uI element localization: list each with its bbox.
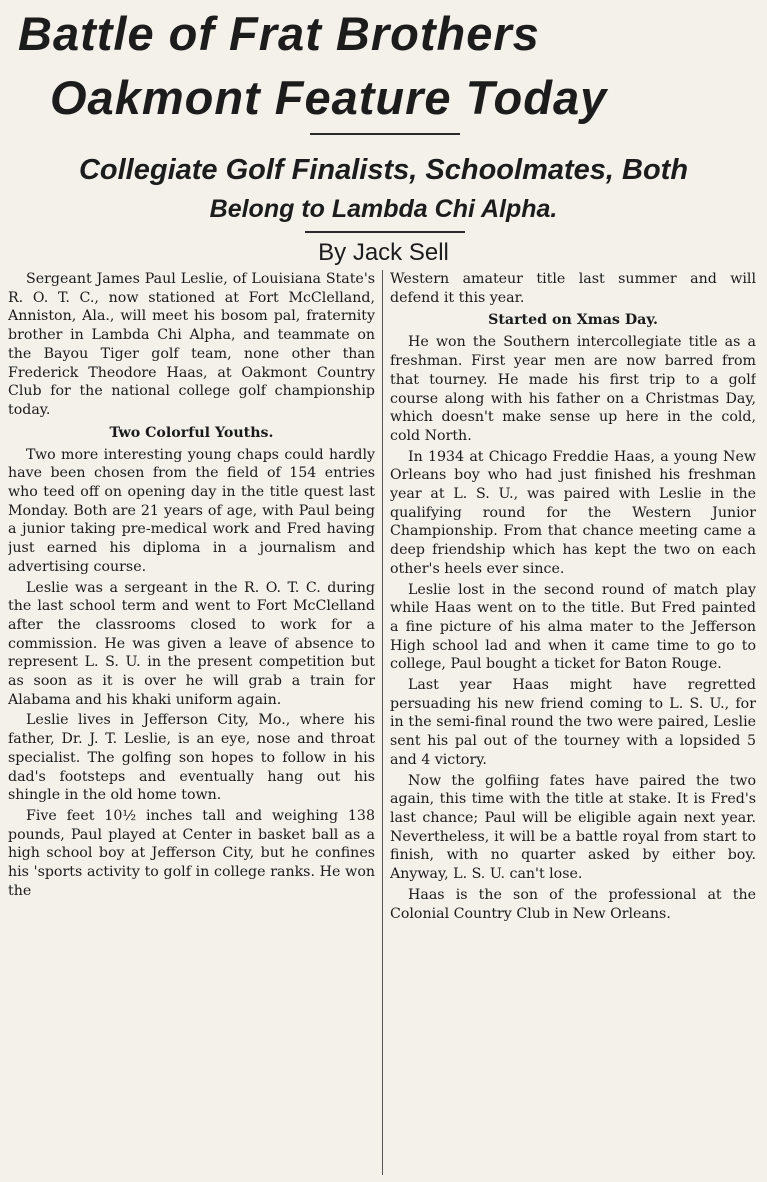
headline-line-2: Oakmont Feature Today (50, 71, 608, 124)
article-column-left (8, 270, 375, 1175)
paragraph: Last year Haas might have regretted persuading his new friend coming to L. S. U., for in the semi-final round the two were paired, Leslie sent his pal out of the tourney with a lopsided 5 and 4 victory. (390, 677, 756, 768)
paragraph: Now the golfiing fates have paired the two again, this time with the title at stake. It is Fred's last chance; Paul will be eligible again next year. Nevertheless, it will be a battle royal from start to finish, with no quarter asked by either boy. Anyway, L. S. U. can't lose. (390, 772, 756, 883)
paragraph: Leslie was a sergeant in the R. O. T. C. during the last school term and went to Fort McClelland after the classrooms closed to work for a commission. He was given a leave of absence to represent L. S. U. in the present competition but as soon as it is over he will grab a train for Alabama and his khaki uniform again. (8, 579, 375, 708)
byline: By Jack Sell (318, 239, 449, 266)
paragraph: He won the Southern intercollegiate title as a freshman. First year men are now barred from that tourney. He made his first trip to a golf course along with his father on a Christmas Day, which doesn't make sense up here in the cold, cold North. (390, 334, 756, 444)
headline-rule (310, 133, 460, 135)
deck-line-2: Belong to Lambda Chi Alpha. (209, 195, 558, 223)
paragraph: Leslie lost in the second round of match play while Haas went on to the title. But Fred painted a fine picture of his alma mater to the Jefferson High school lad and when it came time to go to college, Paul bought a ticket for Baton Rouge. (390, 581, 756, 673)
deck-line-1: Collegiate Golf Finalists, Schoolmates, Both (78, 154, 689, 186)
deck-rule (305, 231, 465, 233)
headline-line-1: Battle of Frat Brothers (18, 7, 540, 60)
subhead: Two Colorful Youths. (109, 424, 274, 441)
paragraph: Haas is the son of the professional at the Colonial Country Club in New Orleans. (390, 886, 756, 922)
paragraph: Leslie lives in Jefferson City, Mo., where his father, Dr. J. T. Leslie, is an eye, nose and throat specialist. The golfing son hopes to follow in his dad's footsteps and eventually hang out his shingle in the old home town. (8, 712, 375, 804)
paragraph: Two more interesting young chaps could hardly have been chosen from the field of 154 entries who teed off on opening day in the title quest last Monday. Both are 21 years of age, with Paul being a junior taking pre-medical work and Fred having just earned his diploma in a journalism and advertising course. (8, 446, 375, 575)
subhead: Started on Xmas Day. (488, 312, 658, 329)
article-column-right (390, 270, 756, 1175)
column-divider (382, 270, 383, 1175)
paragraph-continued: Western amateur title last summer and will defend it this year. (390, 271, 756, 306)
paragraph: Sergeant James Paul Leslie, of Louisiana State's R. O. T. C., now stationed at Fort McClelland, Anniston, Ala., will meet his bosom pal, fraternity brother in Lambda Chi Alpha, and teammate on the Bayou Tiger golf team, none other than Frederick Theodore Haas, at Oakmont Country Club for the national college golf championship today. (8, 271, 375, 418)
paragraph: In 1934 at Chicago Freddie Haas, a young New Orleans boy who had just finished his freshman year at L. S. U., was paired with Leslie in the qualifying round for the Western Junior Championship. From that chance meeting came a deep friendship which has kept the two on each other's heels ever since. (390, 448, 756, 577)
paragraph: Five feet 10½ inches tall and weighing 138 pounds, Paul played at Center in basket ball as a high school boy at Jefferson City, but he confines his 'sports activity to golf in college ranks. He won the (8, 807, 375, 899)
